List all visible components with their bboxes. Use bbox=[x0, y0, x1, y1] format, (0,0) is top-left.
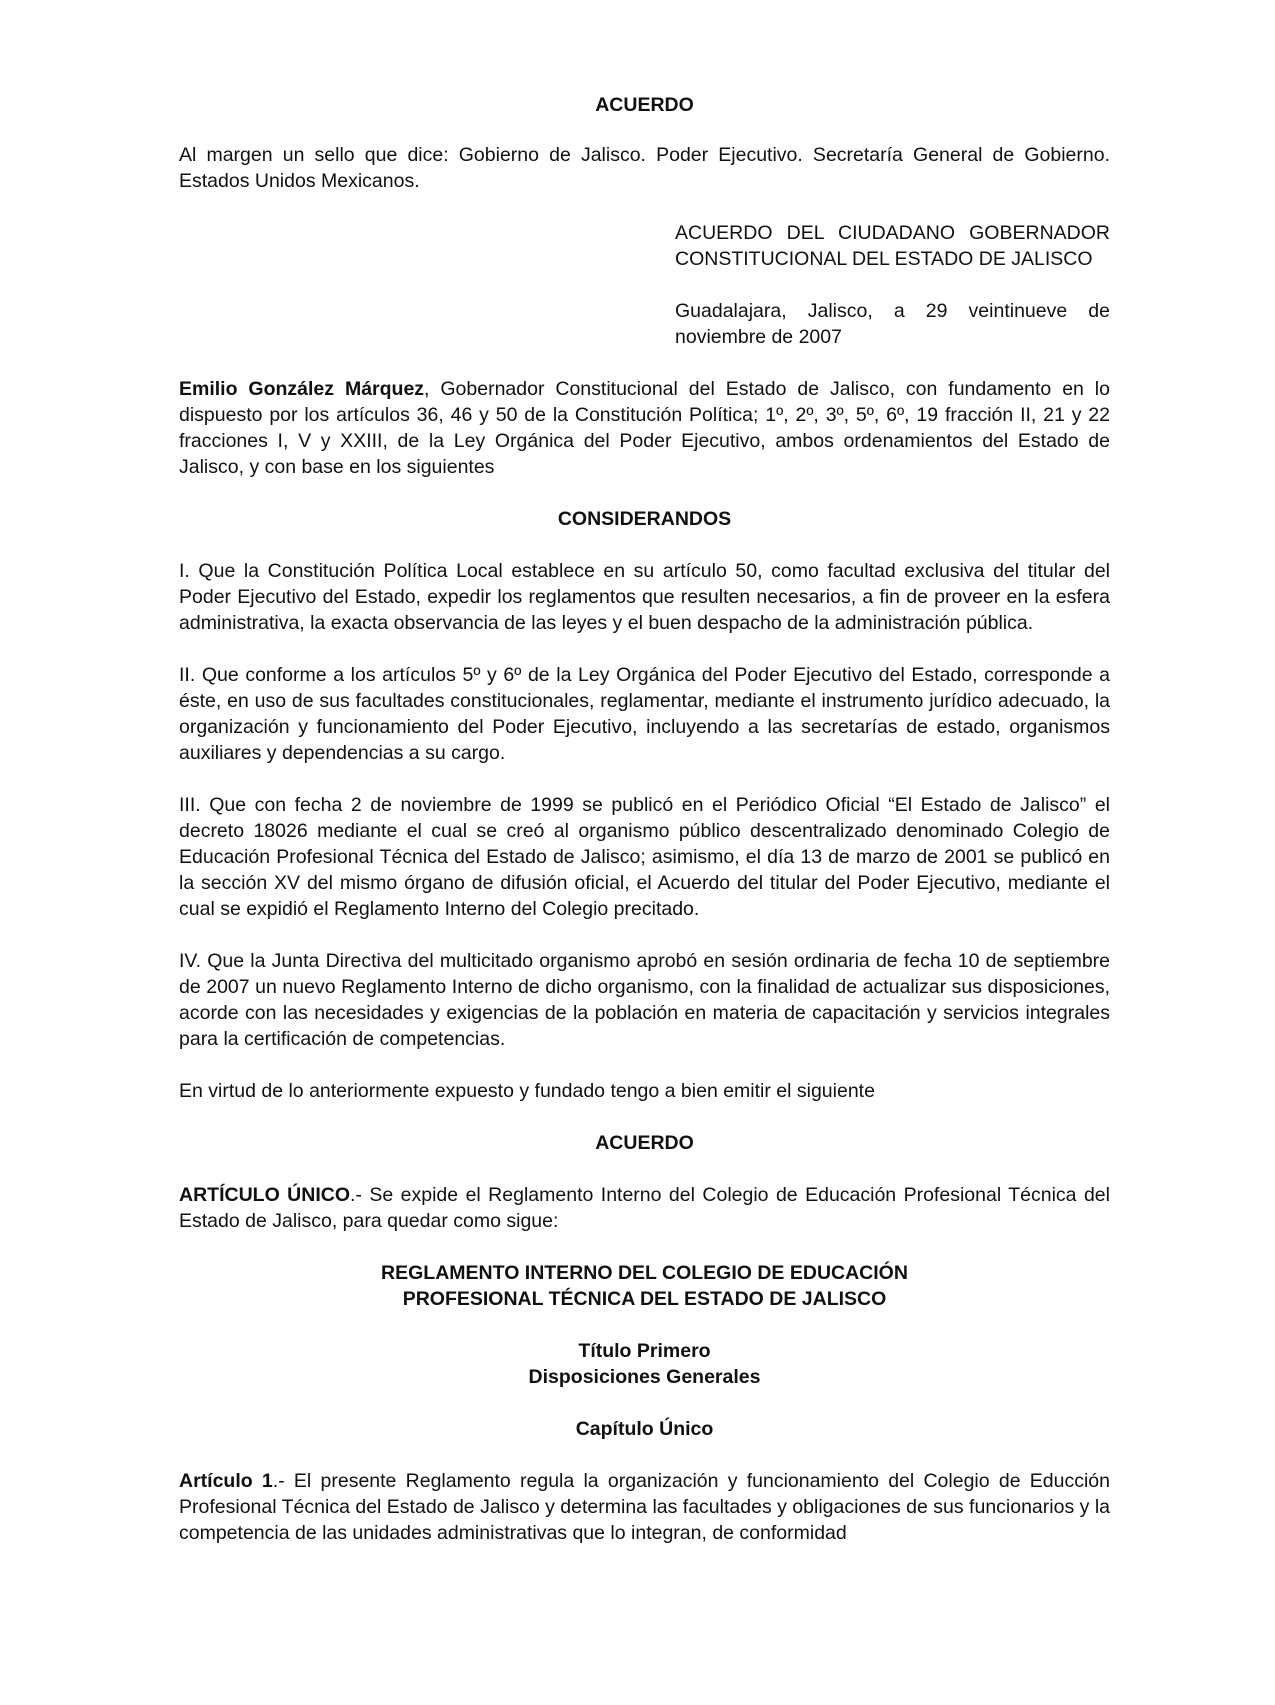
titulo-line2: Disposiciones Generales bbox=[528, 1366, 761, 1388]
intro-paragraph bbox=[179, 376, 1110, 480]
articulo-unico-text: .- Se expide el Reglamento Interno del Colegio de Educación Profesional Técnica del Estado de Jalisco, para quedar como sigue: bbox=[179, 1184, 1110, 1232]
document-content bbox=[179, 92, 1110, 1546]
articulo-1-label: Artículo 1 bbox=[179, 1470, 273, 1492]
heading-considerandos: CONSIDERANDOS bbox=[557, 508, 732, 530]
titulo-line1: Título Primero bbox=[578, 1340, 711, 1362]
governor-name: Emilio González Márquez bbox=[179, 378, 425, 400]
articulo-unico bbox=[179, 1182, 1110, 1234]
considerando-1: I. Que la Constitución Política Local establece en su artículo 50, como facultad exclusiva del titular del Poder Ejecutivo del Estado, expedir los reglamentos que resulten necesarios, a fin de proveer en la esfera administrativa, la exacta observancia de las leyes y el buen despacho de la administración pública. bbox=[179, 560, 1110, 634]
reglamento-title-line1: REGLAMENTO INTERNO DEL COLEGIO DE EDUCACIÓN bbox=[381, 1262, 908, 1284]
governor-agreement-block bbox=[675, 220, 1110, 350]
considerando-4: IV. Que la Junta Directiva del multicitado organismo aprobó en sesión ordinaria de fecha 10 de septiembre de 2007 un nuevo Reglamento Interno de dicho organismo, con la finalidad de actualizar sus disposiciones, acorde con las necesidades y exigencias de la población en materia de capacitación y servicios integrales para la certificación de competencias. bbox=[179, 950, 1110, 1050]
conclusion: En virtud de lo anteriormente expuesto y fundado tengo a bien emitir el siguiente bbox=[179, 1080, 875, 1102]
articulo-1-text: .- El presente Reglamento regula la organización y funcionamiento del Colegio de Educción Profesional Técnica del Estado de Jalisco y determina las facultades y obligaciones de sus funcionarios y la competencia de las unidades administrativas que lo integran, de conformidad bbox=[179, 1470, 1111, 1544]
agreement-title: ACUERDO DEL CIUDADANO GOBERNADOR CONSTITUCIONAL DEL ESTADO DE JALISCO bbox=[675, 222, 1110, 270]
intro-text: , Gobernador Constitucional del Estado de Jalisco, con fundamento en lo dispuesto por los artículos 36, 46 y 50 de la Constitución Política; 1º, 2º, 3º, 5º, 6º, 19 fracción II, 21 y 22 fracciones I, V y XXIII, de la Ley Orgánica del Poder Ejecutivo, ambos ordenamientos del Estado de Jalisco, y con base en los siguientes bbox=[179, 378, 1110, 478]
considerando-2: II. Que conforme a los artículos 5º y 6º de la Ley Orgánica del Poder Ejecutivo del Estado, corresponde a éste, en uso de sus facultades constitucionales, reglamentar, mediante el instrumento jurídico adecuado, la organización y funcionamiento del Poder Ejecutivo, incluyendo a las secretarías de estado, organismos auxiliares y dependencias a su cargo. bbox=[179, 664, 1110, 764]
articulo-unico-label: ARTÍCULO ÚNICO bbox=[179, 1184, 351, 1206]
capitulo-heading: Capítulo Único bbox=[575, 1418, 714, 1440]
heading-acuerdo-2: ACUERDO bbox=[595, 1132, 694, 1154]
articulo-1 bbox=[179, 1468, 1110, 1546]
date-place: Guadalajara, Jalisco, a 29 veintinueve de noviembre de 2007 bbox=[675, 300, 1110, 348]
margin-note: Al margen un sello que dice: Gobierno de Jalisco. Poder Ejecutivo. Secretaría General de Gobierno. Estados Unidos Mexicanos. bbox=[179, 144, 1110, 192]
reglamento-title-line2: PROFESIONAL TÉCNICA DEL ESTADO DE JALISCO bbox=[402, 1288, 887, 1310]
heading-acuerdo: ACUERDO bbox=[595, 94, 694, 116]
considerando-3: III. Que con fecha 2 de noviembre de 1999 se publicó en el Periódico Oficial “El Estado de Jalisco” el decreto 18026 mediante el cual se creó al organismo público descentralizado denominado Colegio de Educación Profesional Técnica del Estado de Jalisco; asimismo, el día 13 de marzo de 2001 se publicó en la sección XV del mismo órgano de difusión oficial, el Acuerdo del titular del Poder Ejecutivo, mediante el cual se expidió el Reglamento Interno del Colegio precitado. bbox=[179, 794, 1110, 920]
